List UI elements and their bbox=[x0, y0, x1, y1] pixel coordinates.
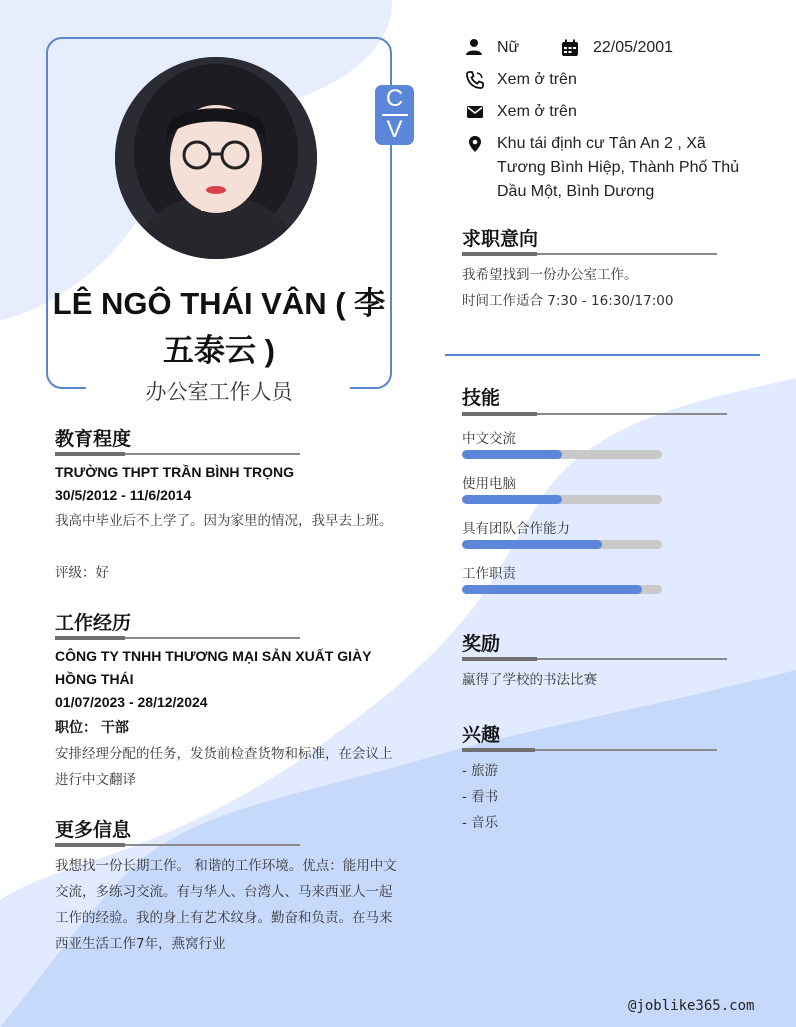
full-name: LÊ NGÔ THÁI VÂN ( 李五泰云 ) bbox=[52, 286, 386, 368]
birthdate-value: 22/05/2001 bbox=[593, 39, 674, 56]
cv-badge-letter-v: V bbox=[386, 116, 403, 143]
experience-description: 安排经理分配的任务，发货前检查货物和标准，在会议上进行中文翻译 bbox=[55, 746, 393, 788]
objective-line-1: 我希望找到一份办公室工作。 bbox=[462, 267, 638, 283]
hobbies-underline bbox=[462, 749, 717, 751]
skill-bar bbox=[462, 450, 662, 459]
hobbies-heading: 兴趣 bbox=[462, 724, 501, 746]
email-value: Xem ở trên bbox=[497, 103, 577, 120]
envelope-icon bbox=[466, 103, 484, 121]
job-title: 办公室工作人员 bbox=[145, 380, 293, 404]
user-icon bbox=[465, 38, 483, 56]
objective-heading: 求职意向 bbox=[462, 228, 539, 250]
education-underline bbox=[55, 453, 300, 455]
skill-label: 工作职责 bbox=[462, 566, 516, 582]
calendar-icon bbox=[561, 39, 579, 57]
skill-label: 具有团队合作能力 bbox=[462, 521, 570, 537]
gender-value: Nữ bbox=[497, 39, 520, 56]
education-school: TRƯỜNG THPT TRẦN BÌNH TRỌNG bbox=[55, 464, 294, 480]
hobby-item: - 看书 bbox=[462, 789, 499, 805]
more-info-heading: 更多信息 bbox=[55, 819, 132, 841]
skill-label: 中文交流 bbox=[462, 431, 516, 447]
skill-label: 使用电脑 bbox=[462, 476, 516, 492]
objective-underline bbox=[462, 253, 717, 255]
skills-underline bbox=[462, 413, 727, 415]
map-pin-icon bbox=[466, 135, 484, 153]
cv-badge-letter-c: C bbox=[385, 85, 404, 112]
phone-value: Xem ở trên bbox=[497, 71, 577, 88]
education-rating: 评级：好 bbox=[55, 565, 109, 581]
hobby-item: - 音乐 bbox=[462, 815, 499, 831]
awards-heading: 奖励 bbox=[462, 633, 501, 655]
experience-heading: 工作经历 bbox=[55, 612, 132, 634]
awards-text: 赢得了学校的书法比赛 bbox=[462, 672, 597, 688]
skills-heading: 技能 bbox=[462, 387, 501, 409]
experience-dates: 01/07/2023 - 28/12/2024 bbox=[55, 694, 208, 710]
cv-badge bbox=[375, 85, 414, 145]
phone-icon bbox=[466, 71, 484, 89]
hobby-item: - 旅游 bbox=[462, 763, 499, 779]
skill-bar bbox=[462, 540, 662, 549]
experience-position: 职位： 干部 bbox=[55, 719, 129, 735]
skill-bar bbox=[462, 585, 662, 594]
profile-photo bbox=[115, 57, 317, 259]
more-info-underline bbox=[55, 844, 300, 846]
experience-company: CÔNG TY TNHH THƯƠNG MẠI SẢN XUẤT GIÀY HỒNG THÁI bbox=[55, 648, 372, 687]
skill-bar bbox=[462, 495, 662, 504]
awards-underline bbox=[462, 658, 727, 660]
education-dates: 30/5/2012 - 11/6/2014 bbox=[55, 487, 192, 503]
education-heading: 教育程度 bbox=[55, 428, 132, 450]
experience-underline bbox=[55, 637, 300, 639]
objective-line-2: 时间工作适合 7:30 - 16:30/17:00 bbox=[462, 293, 674, 309]
more-info-text: 我想找一份长期工作。 和谐的工作环境。优点：能用中文交流，多练习交流。有与华人、台湾人、马来西亚人一起工作的经验。我的身上有艺术纹身。勤奋和负责。在马来西亚生活工作7年，燕窝行业 bbox=[55, 858, 397, 952]
education-description: 我高中毕业后不上学了。因为家里的情况，我早去上班。 bbox=[55, 513, 393, 529]
section-divider bbox=[445, 354, 760, 356]
watermark-text: @joblike365.com bbox=[628, 998, 755, 1014]
address-value: Khu tái định cư Tân An 2 , Xã Tương Bình Hiệp, Thành Phố Thủ Dầu Một, Bình Dương bbox=[497, 135, 740, 200]
